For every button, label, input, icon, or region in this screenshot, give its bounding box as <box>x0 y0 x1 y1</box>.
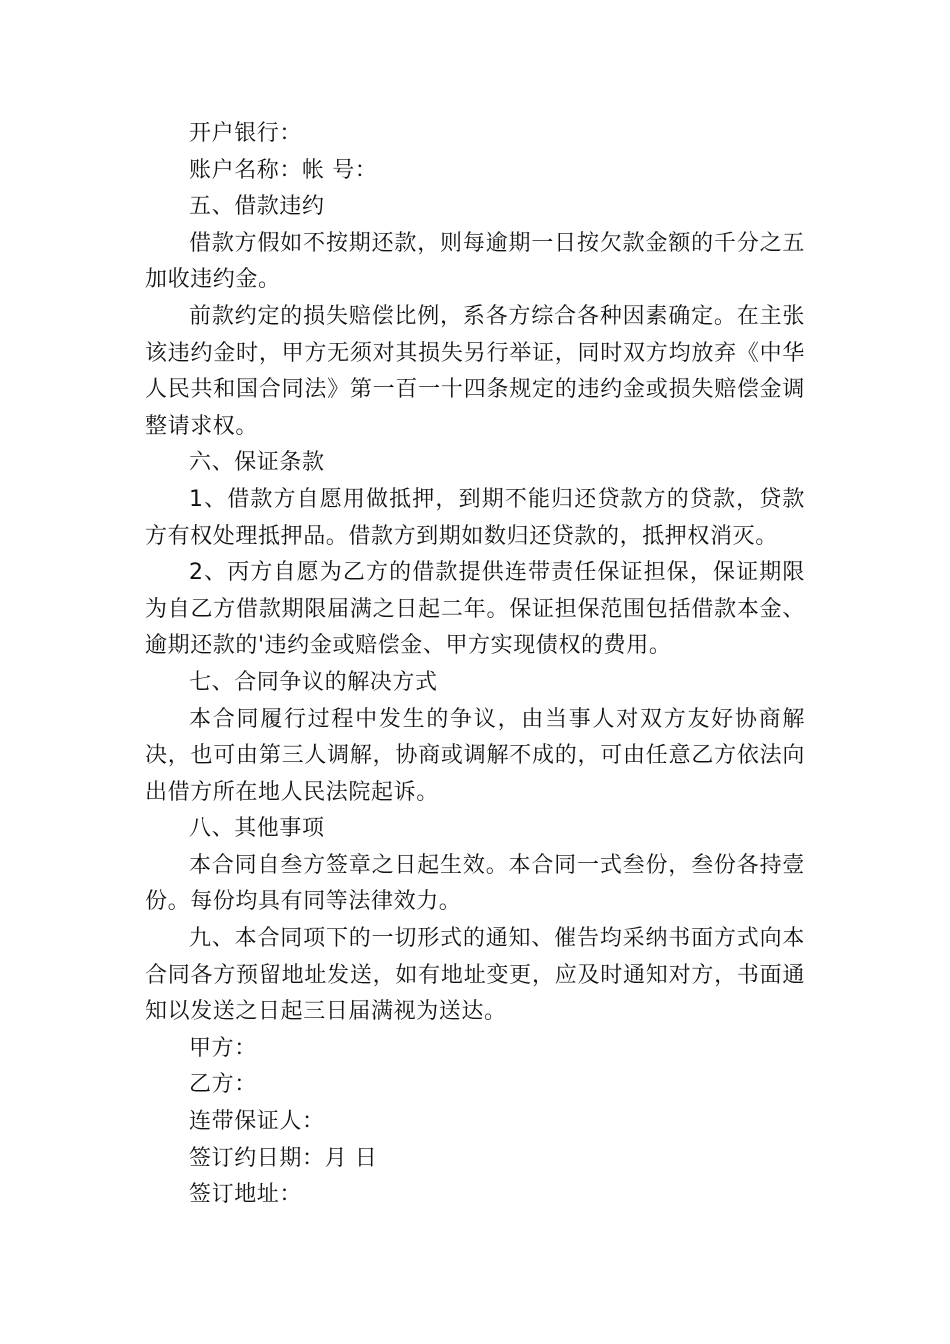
account-line: 账户名称：帐 号： <box>189 157 378 183</box>
paragraph-guarantee-1: 1、借款方自愿用做抵押，到期不能归还贷款方的贷款，贷款方有权处理抵押品。借款方到期如数归还贷款的，抵押权消灭。 <box>145 486 805 549</box>
paragraph-guarantee-2: 2、丙方自愿为乙方的借款提供连带责任保证担保，保证期限为自乙方借款期限届满之日起二年。保证担保范围包括借款本金、逾期还款的'违约金或赔偿金、甲方实现债权的费用。 <box>145 560 805 659</box>
bank-line: 开户银行： <box>189 121 303 146</box>
section-heading-5: 五、借款违约 <box>189 194 325 220</box>
paragraph-effective: 本合同自叁方签章之日起生效。本合同一式叁份，叁份各持壹份。每份均具有同等法律效力。 <box>145 852 805 915</box>
paragraph-compensation: 前款约定的损失赔偿比例，系各方综合各种因素确定。在主张该违约金时，甲方无须对其损失另行举证，同时双方均放弃《中华人民共和国合同法》第一百一十四条规定的违约金或损失赔偿金调整请求权。 <box>145 303 805 439</box>
signing-place-line: 签订地址： <box>189 1182 303 1208</box>
guarantor-line: 连带保证人： <box>189 1109 325 1135</box>
paragraph-dispute: 本合同履行过程中发生的争议，由当事人对双方友好协商解决，也可由第三人调解，协商或调解不成的，可由任意乙方依法向出借方所在地人民法院起诉。 <box>145 706 805 805</box>
party-b-line: 乙方： <box>189 1072 257 1098</box>
document-page <box>145 116 805 1214</box>
paragraph-default-penalty: 借款方假如不按期还款，则每逾期一日按欠款金额的千分之五加收违约金。 <box>145 230 805 293</box>
section-heading-6: 六、保证条款 <box>189 450 325 476</box>
paragraph-notice: 九、本合同项下的一切形式的通知、催告均采纳书面方式向本合同各方预留地址发送，如有地址变更，应及时通知对方，书面通知以发送之日起三日届满视为送达。 <box>145 926 805 1025</box>
signing-date-line: 签订约日期：月 日 <box>189 1145 378 1171</box>
section-heading-7: 七、合同争议的解决方式 <box>189 669 438 695</box>
section-heading-8: 八、其他事项 <box>189 816 325 842</box>
party-a-line: 甲方： <box>189 1035 257 1061</box>
